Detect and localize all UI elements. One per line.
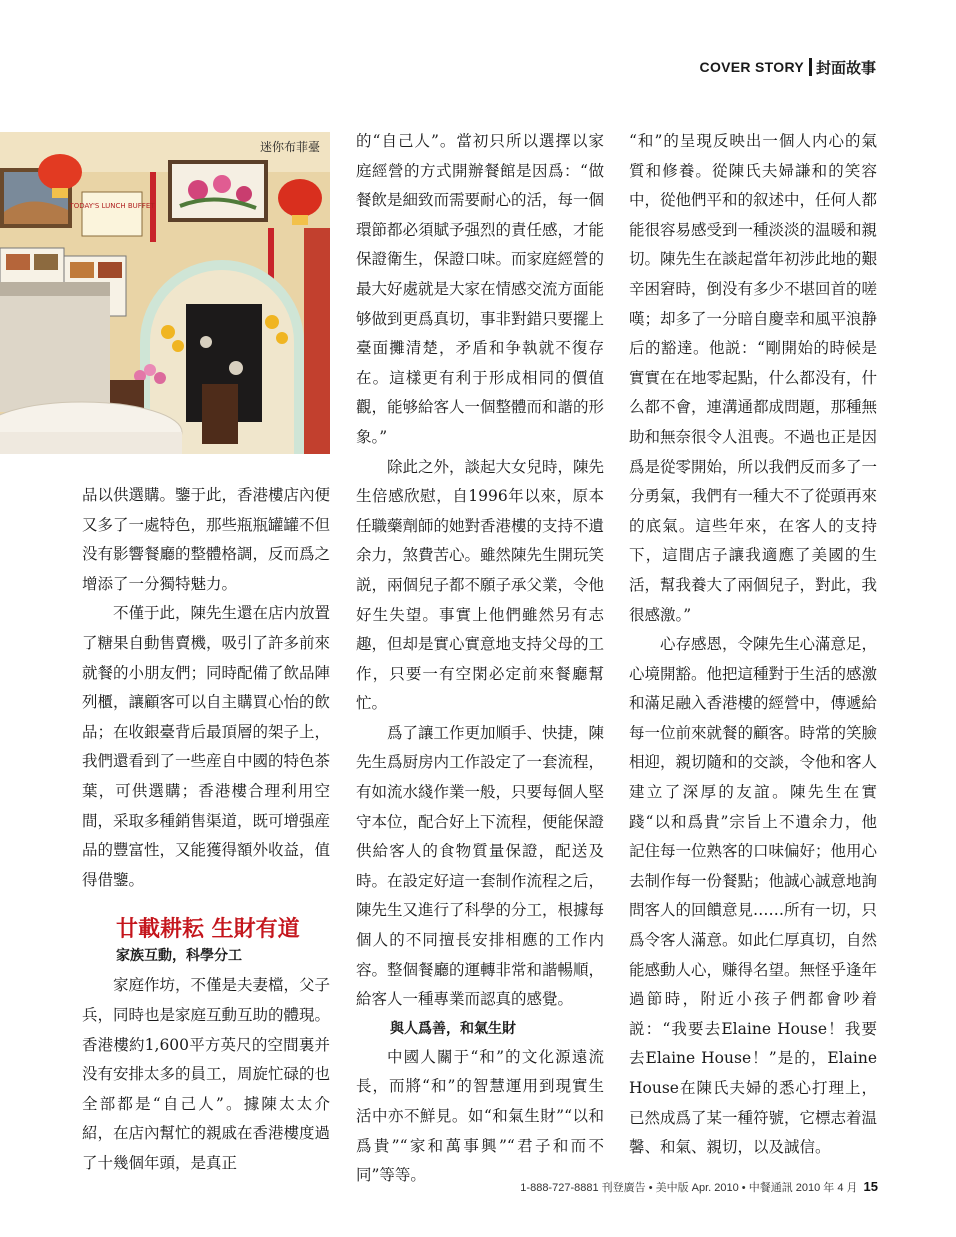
page-number: 15 [863, 1179, 878, 1194]
section-label-zh: 封面故事 [815, 58, 876, 77]
page-footer [520, 1179, 878, 1195]
article-column-1 [82, 481, 330, 1178]
section-label-en: COVER STORY [699, 59, 804, 75]
paragraph: 中國人關于“和”的文化源遠流長，而將“和”的智慧運用到現實生活中亦不鮮見。如“和氣生財”“以和爲貴”“家和萬事興”“君子和而不同”等等。 [356, 1047, 604, 1185]
restaurant-photo [0, 132, 330, 454]
paragraph: “和”的呈現反映出一個人内心的氣質和修養。從陳氏夫婦謙和的笑容中，從他們平和的叙述中，任何人都能很容易感受到一種淡淡的温暖和親切。陳先生在談起當年初涉此地的艱辛困窘時，倒没有多少不堪回首的嗟嘆；却多了一分暗自慶幸和風平浪静后的豁達。他説：“剛開始的時候是實實在在地零起點，什么都没有，什么都不會，連溝通都成問題，那種無助和無奈很令人沮喪。不過也正是因爲是從零開始，所以我們反而多了一分勇氣，我們有一種大不了從頭再來的底氣。這些年來，在客人的支持下，這間店子讓我適應了美國的生活，幫我養大了兩個兒子，對此，我很感激。” [629, 132, 878, 624]
paragraph: 的“自己人”。當初只所以選擇以家庭經營的方式開辦餐館是因爲：“做餐飲是細致而需要耐心的活，每一個環節都必須賦予强烈的責任感，才能保證衛生，保證口味。而家庭經營的最大好處就是大家在情感交流方面能够做到更爲真切，事非對錯只要擺上臺面攤清楚，矛盾和争執就不復存在。這樣更有利于形成相同的價值觀，能够給客人一個整體而和諧的形象。” [356, 132, 605, 446]
paragraph: 家庭作坊，不僅是夫妻檔，父子兵，同時也是家庭互動互助的體現。香港樓約1,600平方英尺的空間裏并没有安排太多的員工，周旋忙碌的也全部都是“自己人”。據陳太太介紹，在店內幫忙的親戚在香港樓度過了十幾個年頭，是真正 [82, 976, 331, 1172]
footer-text: 1-888-727-8881 刊登廣告 • 美中版 Apr. 2010 • 中餐通訊 2010 年 4 月 [520, 1182, 858, 1194]
section-subtitle: 家族互動，科學分工 [116, 948, 242, 965]
article-column-2 [356, 127, 604, 1191]
photo-caption: 迷你布菲臺 [259, 140, 320, 154]
page-header [700, 56, 876, 78]
header-divider [809, 58, 812, 76]
article-column-3 [629, 127, 877, 1163]
paragraph: 爲了讓工作更加順手、快捷，陳先生爲厨房内工作設定了一套流程，有如流水綫作業一般，只要每個人堅守本位，配合好上下流程，便能保證供給客人的食物質量保證，配送及時。在設定好這一套制作流程之后，陳先生又進行了科學的分工，根據每個人的不同擅長安排相應的工作内容。整個餐廳的運轉非常和諧暢順，給客人一種專業而認真的感覺。 [356, 723, 605, 1009]
subheading: 與人爲善，和氣生財 [390, 1020, 516, 1037]
section-title: 廿載耕耘 生財有道 [116, 917, 300, 943]
paragraph: 不僅于此，陳先生還在店内放置了糖果自動售賣機，吸引了許多前來就餐的小朋友們；同時配備了飲品陣列櫃，讓顧客可以自主購買心怡的飲品；在收銀臺背后最頂層的架子上，我們還看到了一些産自中國的特色茶葉，可供選購；香港樓合理利用空間，采取多種銷售渠道，既可增强産品的豐富性，又能獲得額外收益，值得借鑒。 [82, 604, 331, 889]
paragraph: 品以供選購。鑒于此，香港樓店內便又多了一處特色，那些瓶瓶罐罐不但没有影響餐廳的整體格調，反而爲之增添了一分獨特魅力。 [82, 486, 331, 593]
buffet-sign-text: TODAY'S LUNCH BUFFET [69, 202, 155, 210]
restaurant-interior-illustration [0, 132, 330, 454]
paragraph: 除此之外，談起大女兒時，陳先生倍感欣慰，自1996年以來，原本任職藥劑師的她對香港樓的支持不遺余力，煞費苦心。雖然陳先生開玩笑説，兩個兒子都不願子承父業，令他好生失望。事實上他們雖然另有志趣，但却是實心實意地支持父母的工作，只要一有空閑必定前來餐廳幫忙。 [356, 457, 605, 713]
paragraph: 心存感恩，令陳先生心滿意足，心境開豁。他把這種對于生活的感激和滿足融入香港樓的經營中，傳遞給每一位前來就餐的顧客。時常的笑臉相迎，親切隨和的交談，令他和客人建立了深厚的友誼。陳先生在實踐“以和爲貴”宗旨上不遺余力，他記住每一位熟客的口味偏好；他用心去制作每一份餐點；他誠心誠意地詢問客人的回饋意見……所有一切，只爲令客人滿意。如此仁厚真切，自然能感動人心，赚得名望。無怪乎逢年過節時，附近小孩子們都會吵着説：“我要去Elaine House！我要去Elaine House！”是的，Elaine House在陳氏夫婦的悉心打理上，已然成爲了某一種符號，它標志着温馨、和氣、親切，以及誠信。 [629, 635, 878, 1157]
